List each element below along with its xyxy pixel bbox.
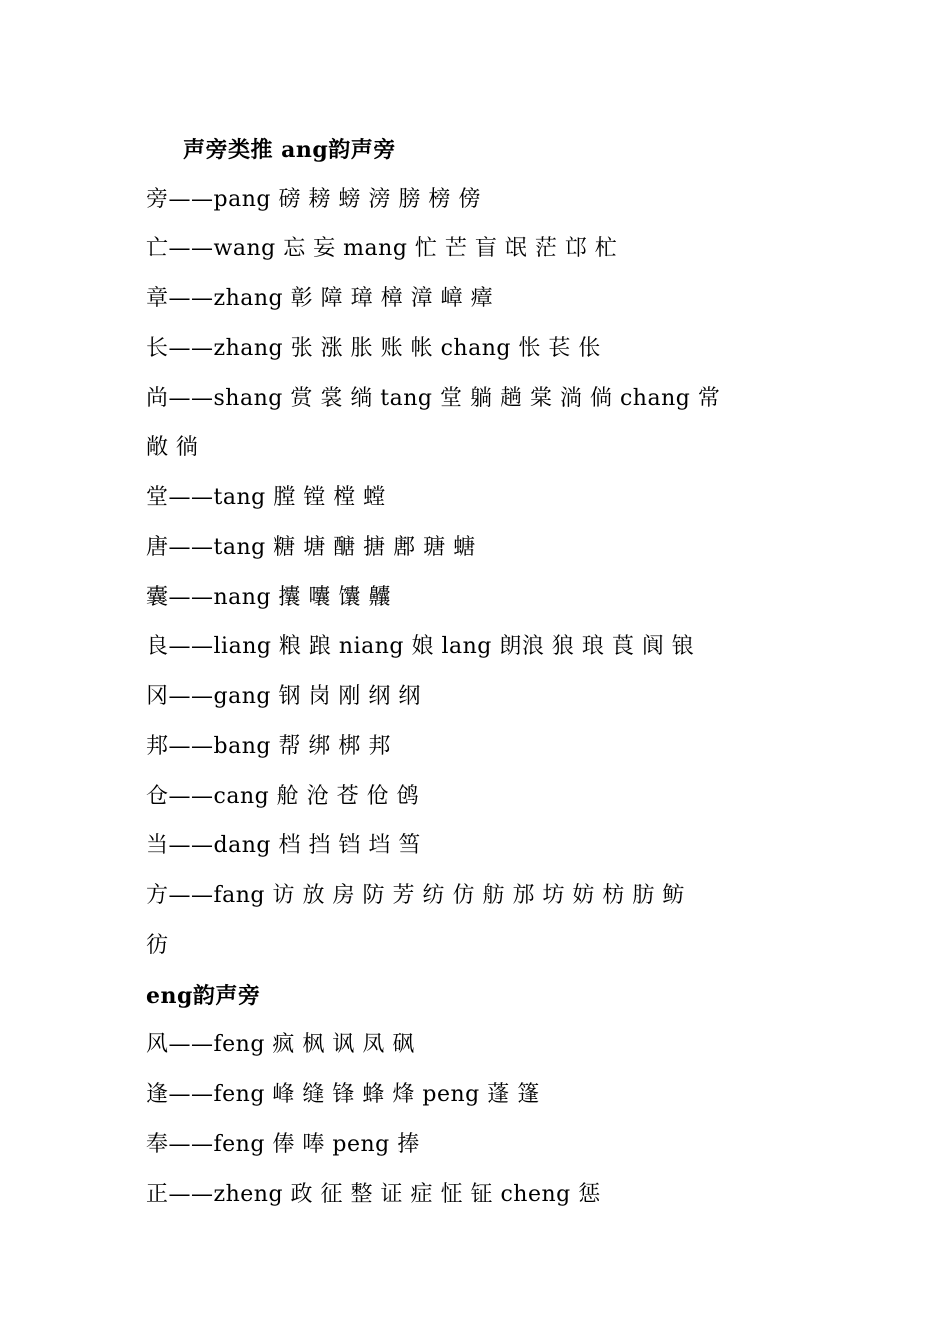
text-line: 当——dang 档 挡 铛 垱 筜 <box>146 833 421 858</box>
text-line: 敞 徜 <box>146 435 199 460</box>
section-subheading: eng韵声旁 <box>146 983 261 1009</box>
text-line: 逢——feng 峰 缝 锋 蜂 烽 peng 蓬 篷 <box>146 1082 540 1107</box>
text-line: 良——liang 粮 踉 niang 娘 lang 朗浪 狼 琅 莨 阆 锒 <box>146 634 695 659</box>
text-line: 唐——tang 糖 塘 醣 搪 鄌 瑭 螗 <box>146 535 476 560</box>
text-line: 风——feng 疯 枫 讽 凤 砜 <box>146 1032 415 1057</box>
text-line: 亡——wang 忘 妄 mang 忙 芒 盲 氓 茫 邙 杧 <box>146 236 618 261</box>
text-line: 堂——tang 膛 镗 樘 螳 <box>146 485 386 510</box>
text-line: 正——zheng 政 征 整 证 症 怔 钲 cheng 惩 <box>146 1182 601 1207</box>
text-line: 冈——gang 钢 岗 刚 纲 纲 <box>146 684 421 709</box>
text-line: 方——fang 访 放 房 防 芳 纺 仿 舫 邡 坊 妨 枋 肪 鲂 <box>146 883 685 908</box>
text-line: 章——zhang 彰 障 璋 樟 漳 嶂 瘴 <box>146 286 494 311</box>
text-line: 彷 <box>146 933 169 958</box>
document-title: 声旁类推 ang韵声旁 <box>183 137 396 163</box>
text-line: 长——zhang 张 涨 胀 账 帐 chang 怅 苌 伥 <box>146 336 601 361</box>
text-line: 奉——feng 俸 唪 peng 捧 <box>146 1132 420 1157</box>
text-line: 仓——cang 舱 沧 苍 伧 鸧 <box>146 784 420 809</box>
text-line: 旁——pang 磅 耪 螃 滂 膀 榜 傍 <box>146 187 481 212</box>
text-line: 尚——shang 赏 裳 绱 tang 堂 躺 趟 棠 淌 倘 chang 常 <box>146 386 721 411</box>
text-line: 邦——bang 帮 绑 梆 邦 <box>146 734 391 759</box>
text-line: 囊——nang 攮 囔 馕 齉 <box>146 585 392 610</box>
